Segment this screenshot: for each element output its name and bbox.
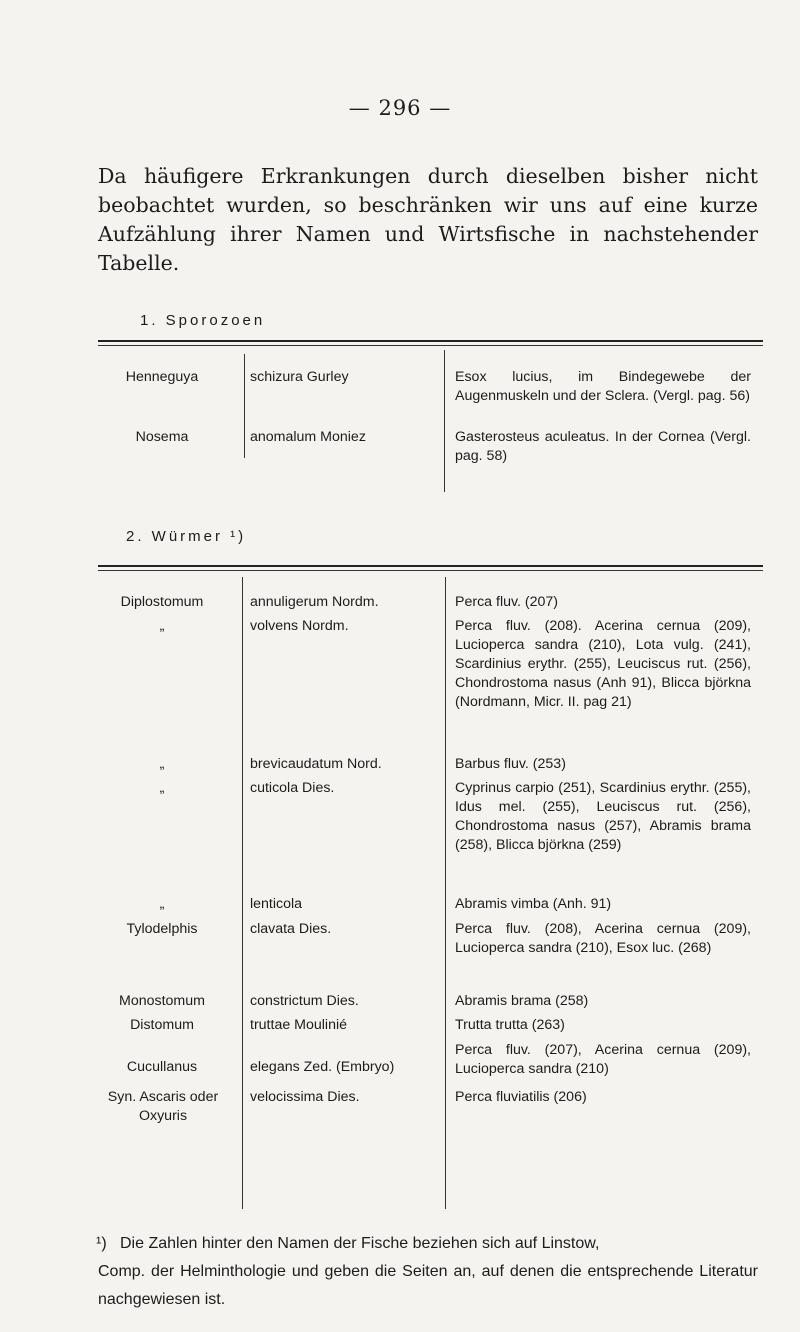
genus-cell: Syn. Ascaris oder Oxyuris xyxy=(107,1089,219,1124)
hosts-cell: Cyprinus carpio (251), Scardinius erythr. (255), Idus mel. (255), Leuciscus rut. (256), Chondrostoma nasus (257), Abramis brama (258), Blicca björkna (259) xyxy=(455,780,751,853)
hosts-cell: Perca fluv. (208), Acerina cernua (209), Lucioperca sandra (210), Esox luc. (268) xyxy=(455,921,751,956)
table-top-rule xyxy=(98,565,763,567)
species-cell: constrictum Dies. xyxy=(250,993,359,1009)
species-cell: clavata Dies. xyxy=(250,921,332,937)
hosts-cell: Perca fluv. (207), Acerina cernua (209), Lucioperca sandra (210) xyxy=(455,1042,751,1077)
genus-cell: Monostomum xyxy=(119,993,205,1009)
hosts-cell: Barbus fluv. (253) xyxy=(455,756,566,772)
species-cell: truttae Moulinié xyxy=(250,1017,347,1033)
hosts-cell: Abramis vimba (Anh. 91) xyxy=(455,896,612,912)
species-cell: lenticola xyxy=(250,896,303,912)
genus-cell: „ xyxy=(159,896,165,912)
column-divider xyxy=(445,577,446,1209)
genus-cell: Diplostomum xyxy=(120,594,204,610)
species-cell: elegans Zed. (Embryo) xyxy=(250,1059,395,1075)
species-cell: annuligerum Nordm. xyxy=(250,594,379,610)
genus-cell: Henneguya xyxy=(125,369,199,385)
species-cell: cuticola Dies. xyxy=(250,780,335,796)
hosts-cell: Perca fluviatilis (206) xyxy=(455,1089,587,1105)
hosts-cell: Esox lucius, im Bindegewebe der Augenmuskeln und der Sclera. (Vergl. pag. 56) xyxy=(455,369,751,404)
genus-cell: Distomum xyxy=(130,1017,194,1033)
section-heading-sporozoen: 1. Sporozoen xyxy=(140,312,266,329)
hosts-cell: Abramis brama (258) xyxy=(455,993,589,1009)
table-top-rule xyxy=(98,340,763,342)
footnote-rest: Comp. der Helminthologie und geben die Seiten an, auf denen die entsprechende Literatur nachgewiesen ist. xyxy=(98,1263,758,1308)
intro-paragraph: Da häufigere Erkrankungen durch dieselben bisher nicht beobachtet wurden, so beschränken wir uns auf eine kurze Aufzählung ihrer Namen und Wirtsfische in nachstehender Tabelle. xyxy=(98,164,758,275)
column-divider xyxy=(242,577,243,1209)
footnote xyxy=(98,1230,758,1314)
species-cell: volvens Nordm. xyxy=(250,618,349,634)
hosts-cell: Trutta trutta (263) xyxy=(455,1017,565,1033)
genus-cell: „ xyxy=(159,780,165,796)
section-heading-wuermer: 2. Würmer ¹) xyxy=(126,528,247,545)
genus-cell: „ xyxy=(159,756,165,772)
genus-cell: Tylodelphis xyxy=(126,921,198,937)
column-divider xyxy=(244,354,245,458)
species-cell: anomalum Moniez xyxy=(250,429,366,445)
page-number: — 296 — xyxy=(348,96,452,120)
genus-cell: Nosema xyxy=(135,429,189,445)
column-divider xyxy=(444,350,445,492)
footnote-line-1: Die Zahlen hinter den Namen der Fische beziehen sich auf Linstow, xyxy=(120,1235,600,1252)
table-top-rule-thin xyxy=(98,345,763,346)
hosts-cell: Perca fluv. (208). Acerina cernua (209), Lucioperca sandra (210), Lota vulg. (241), Scardinius erythr. (255), Leuciscus rut. (256), Chondrostoma nasus (Anh 91), Blicca björkna (Nordmann, Micr. II. pag 21) xyxy=(455,618,751,710)
wuermer-table xyxy=(98,565,763,1215)
species-cell: velocissima Dies. xyxy=(250,1089,360,1105)
sporozoen-table xyxy=(98,340,763,464)
hosts-cell: Perca fluv. (207) xyxy=(455,594,559,610)
hosts-cell: Gasterosteus aculeatus. In der Cornea (Vergl. pag. 58) xyxy=(455,429,751,464)
genus-cell: Cucullanus xyxy=(126,1059,198,1075)
genus-cell: „ xyxy=(159,618,165,634)
footnote-mark: ¹) xyxy=(96,1235,107,1252)
species-cell: schizura Gurley xyxy=(250,369,349,385)
table-top-rule-thin xyxy=(98,570,763,571)
species-cell: brevicaudatum Nord. xyxy=(250,756,382,772)
